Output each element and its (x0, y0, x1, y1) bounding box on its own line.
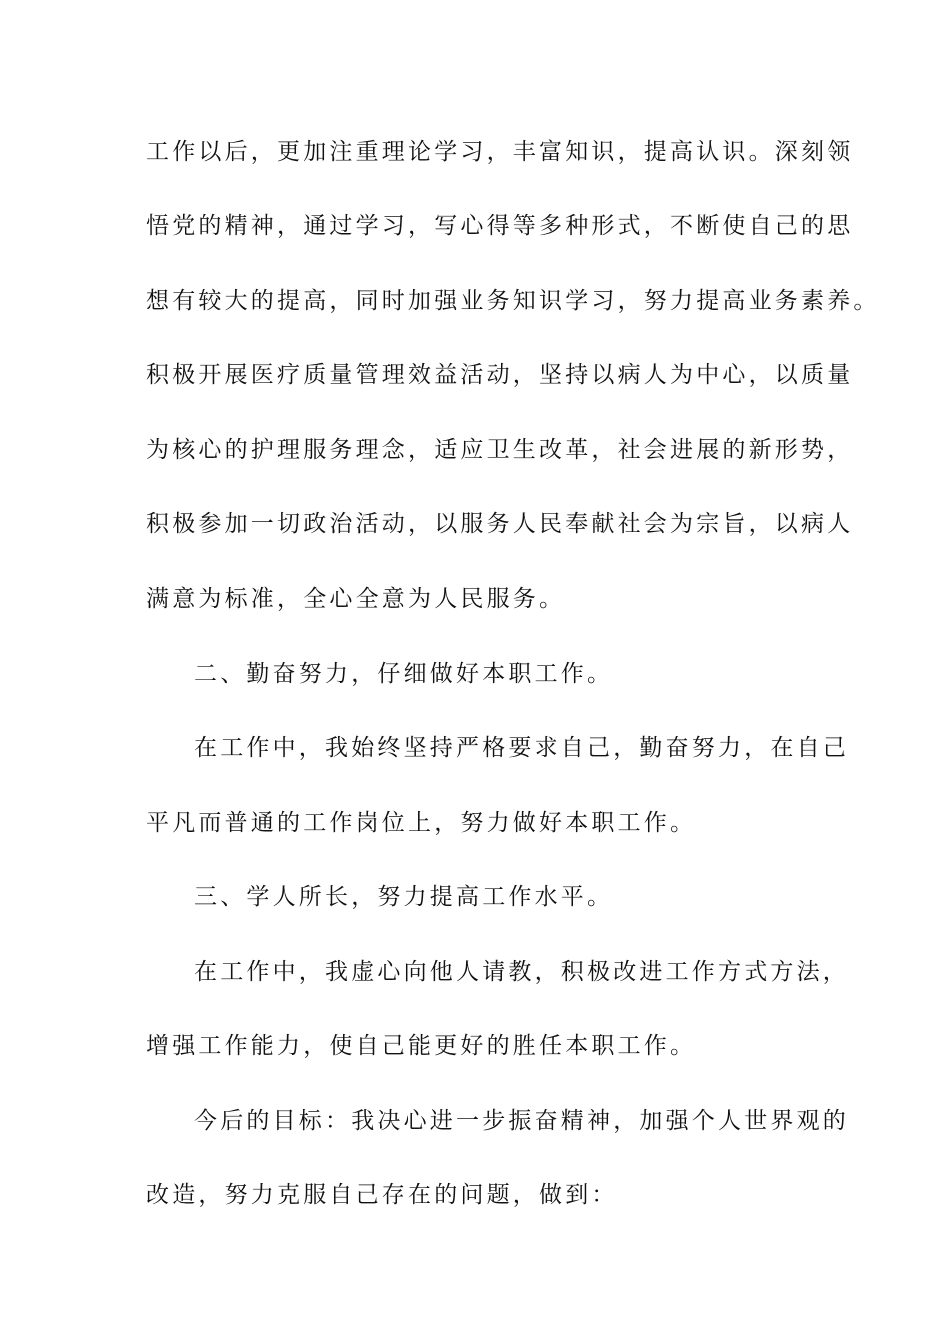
text-line: 积极参加一切政治活动，以服务人民奉献社会为宗旨，以病人 (146, 511, 854, 537)
section-heading: 二、勤奋努力，仔细做好本职工作。 (194, 661, 614, 687)
text-line: 想有较大的提高，同时加强业务知识学习，努力提高业务素养。 (146, 288, 880, 314)
text-line: 平凡而普通的工作岗位上，努力做好本职工作。 (146, 810, 697, 836)
text-line: 满意为标准，全心全意为人民服务。 (146, 586, 566, 612)
text-line: 积极开展医疗质量管理效益活动，坚持以病人为中心，以质量 (146, 362, 854, 388)
text-line: 在工作中，我虚心向他人请教，积极改进工作方式方法， (194, 959, 849, 985)
text-line: 在工作中，我始终坚持严格要求自己，勤奋努力，在自己 (194, 735, 849, 761)
text-line: 悟党的精神，通过学习，写心得等多种形式，不断使自己的思 (146, 213, 854, 239)
text-line: 今后的目标：我决心进一步振奋精神，加强个人世界观的 (194, 1108, 849, 1134)
text-line: 改造，努力克服自己存在的问题，做到： (146, 1182, 618, 1208)
section-heading: 三、学人所长，努力提高工作水平。 (194, 884, 614, 910)
text-line: 增强工作能力，使自己能更好的胜任本职工作。 (146, 1033, 697, 1059)
text-line: 为核心的护理服务理念，适应卫生改革，社会进展的新形势， (146, 437, 854, 463)
text-line: 工作以后，更加注重理论学习，丰富知识，提高认识。深刻领 (146, 139, 854, 165)
